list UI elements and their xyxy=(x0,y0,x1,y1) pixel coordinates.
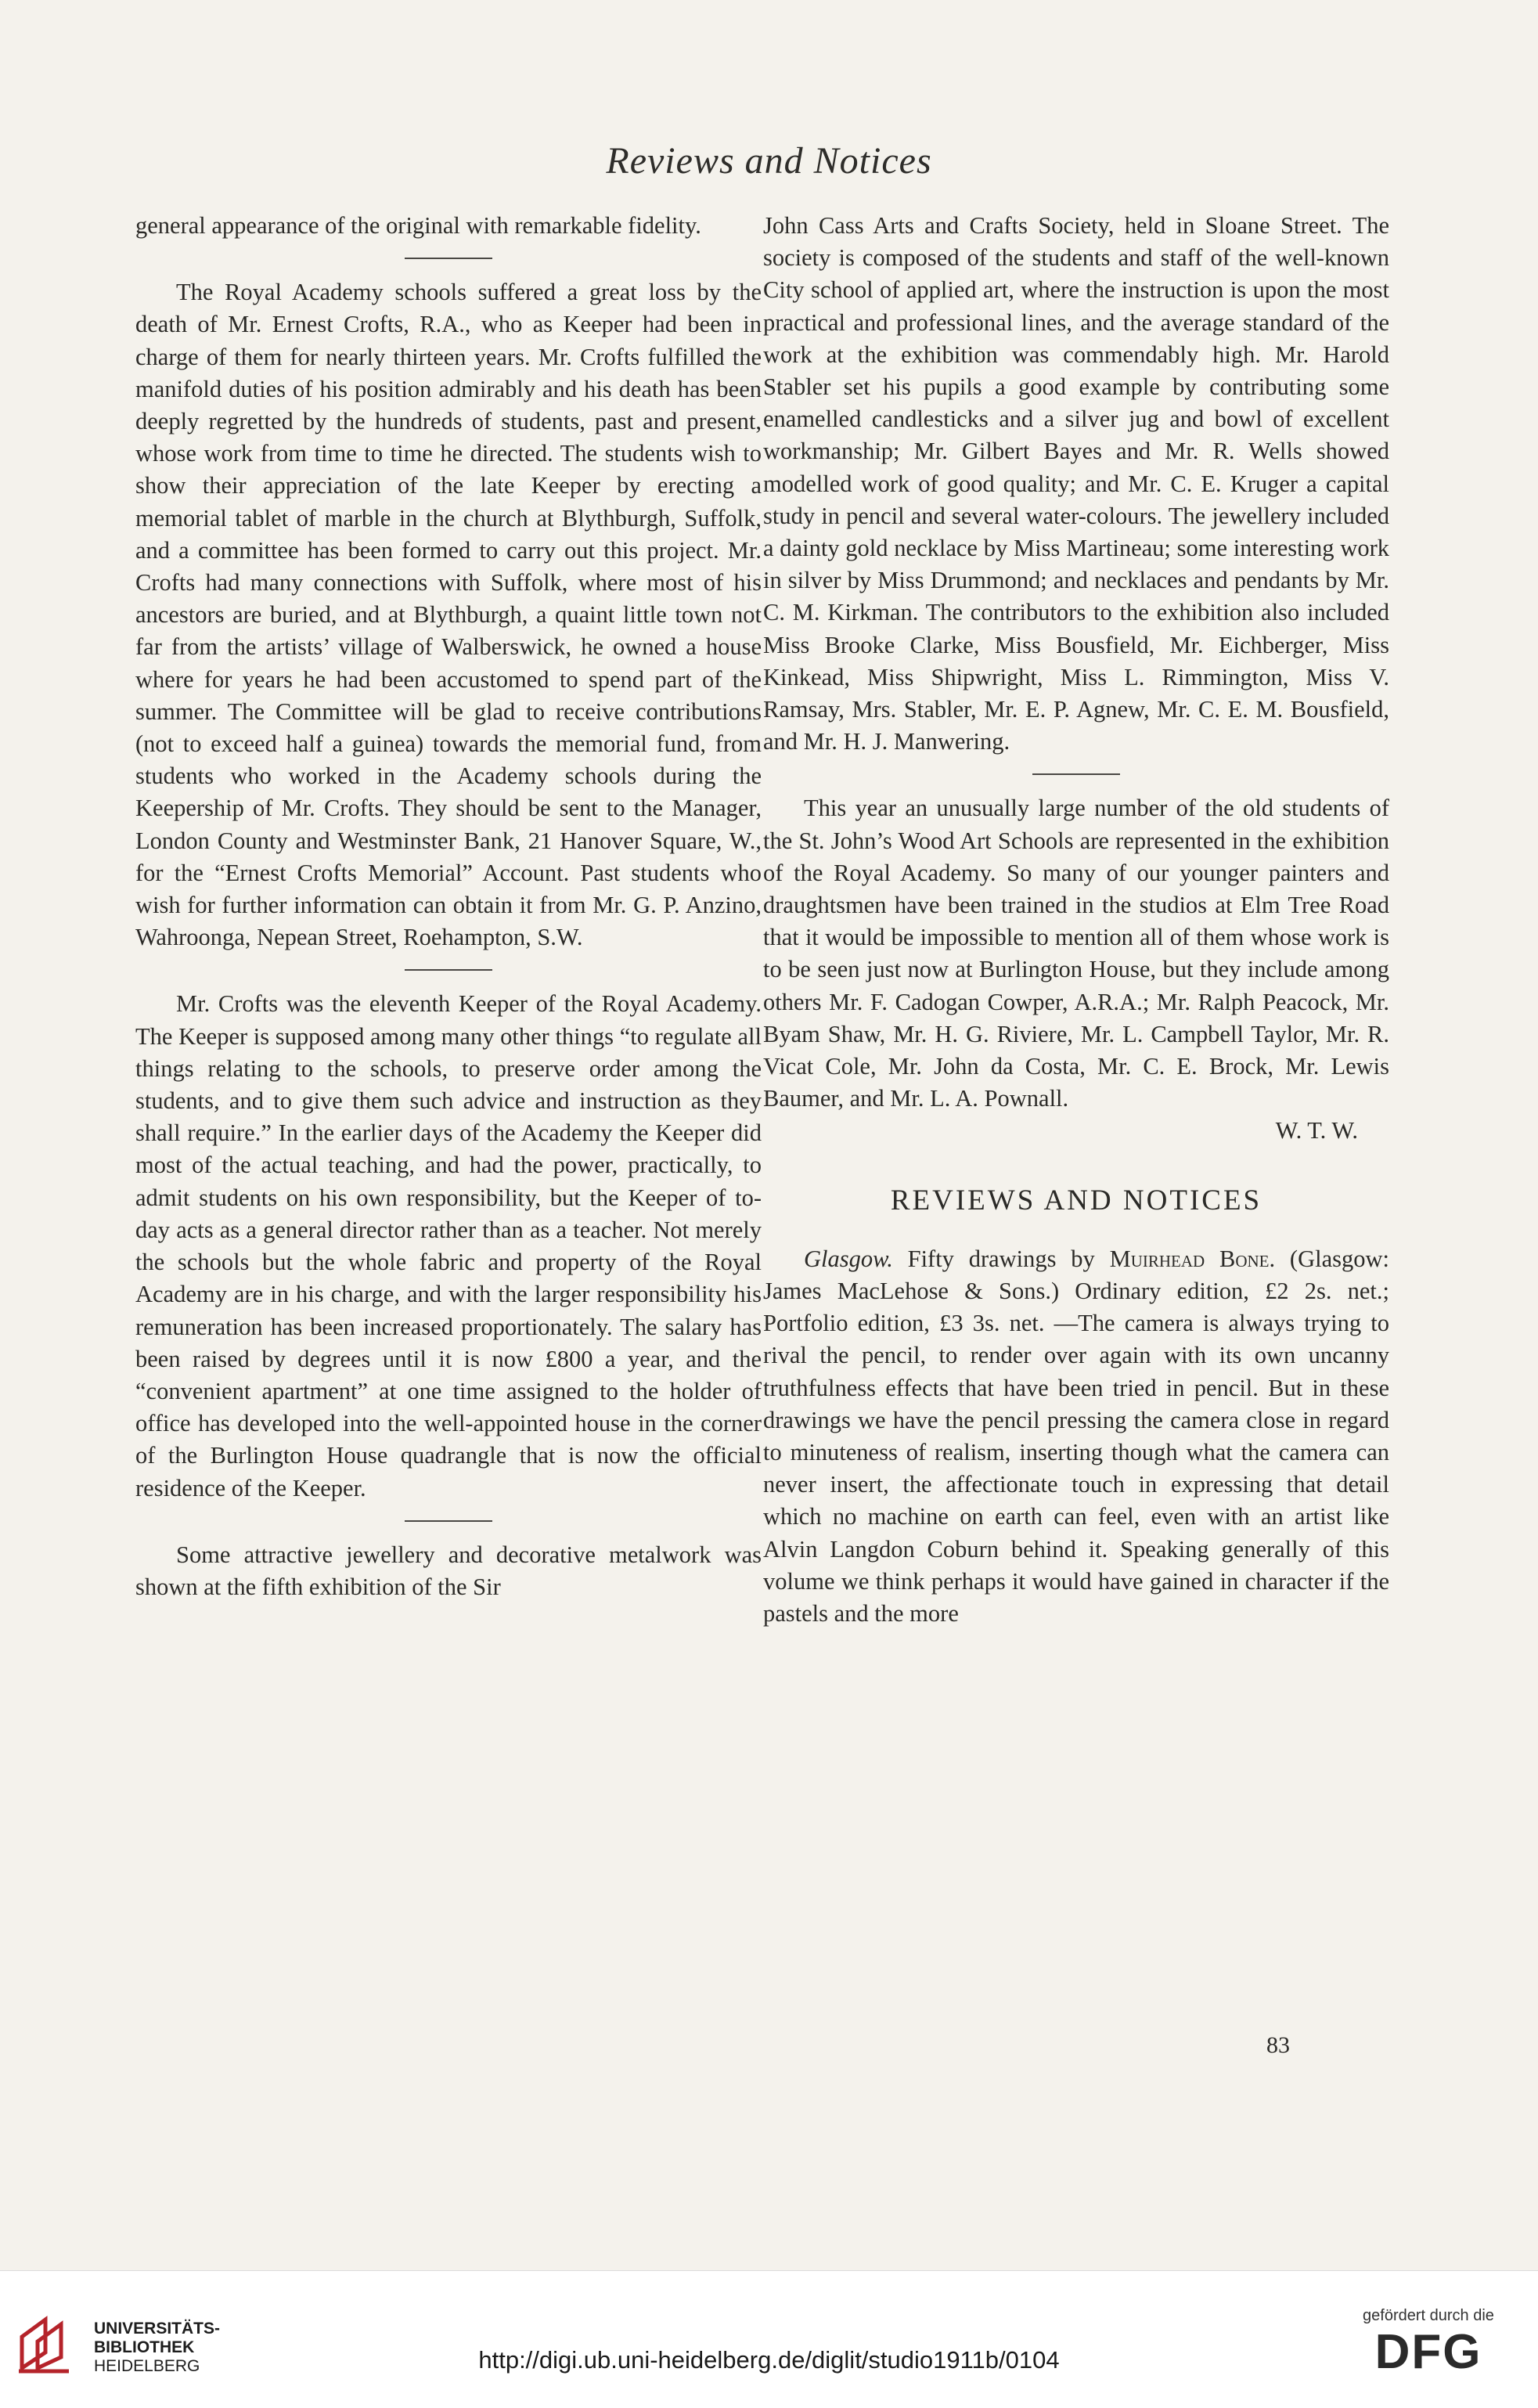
source-url-link[interactable]: http://digi.ub.uni-heidelberg.de/diglit/studio1911b/0104 xyxy=(478,2346,1060,2374)
review-author: Muirhead Bone. xyxy=(1109,1245,1276,1272)
paragraph: Mr. Crofts was the eleventh Keeper of the Royal Academy. The Keeper is supposed among many other things “to regulate all things relating to the schools, to preserve order among the students, and to give them such advice and instruction as they shall require.” In the earlier days of the Academy the Keeper did most of the actual teaching, and had the power, practically, to admit students on his own responsibility, but the Keeper of to-day acts as a general director rather than as a teacher. Not merely the schools but the whole fabric and property of the Royal Academy are in his charge, and with the larger responsibility his remuneration has been increased proportionately. The salary has been raised by degrees until it is now £800 a year, and the “convenient apartment” at one time assigned to the holder of office has developed into the well-appointed house in the corner of the Burlington House quadrangle that is now the official residence of the Keeper. xyxy=(135,990,762,1501)
funding-credit xyxy=(1342,2307,1515,2380)
library-name-line: BIBLIOTHEK xyxy=(94,2338,195,2356)
review-title: Glasgow. xyxy=(804,1245,893,1272)
paragraph: general appearance of the original with remarkable fidelity. xyxy=(135,212,701,239)
review-paragraph xyxy=(763,1243,1389,1630)
section-rule xyxy=(405,969,492,971)
review-text: (Glasgow: James MacLehose & Sons.) Ordinary edition, £2 2s. net.; Portfolio edition, £3 3s. net. —The camera is always trying to rival the pencil, to render over again with its own uncanny truthfulness effects that have been tried in pencil. But in these drawings we have the pencil pressing the camera close in regard to minuteness of realism, inserting though what the camera can never insert, the affectionate touch in expressing that detail which no machine on earth can feel, even with an artist like Alvin Langdon Coburn behind it. Speaking generally of this volume we think perhaps it would have gained in character if the pastels and the more xyxy=(763,1245,1389,1627)
library-name-line: UNIVERSITÄTS- xyxy=(94,2320,221,2338)
page-number: 83 xyxy=(1266,2032,1290,2058)
section-heading: REVIEWS AND NOTICES xyxy=(890,1184,1262,1217)
dfg-logo: DFG xyxy=(1374,2325,1482,2379)
right-column xyxy=(763,210,1389,1630)
digitization-footer xyxy=(0,2270,1538,2408)
author-signature: W. T. W. xyxy=(1275,1117,1358,1145)
paragraph: This year an unusually large number of the old students of the St. John’s Wood Art Schools are represented in the exhibition of the Royal Academy. So many of our younger painters and draughtsmen have been trained in the studios at Elm Tree Road that it would be impossible to mention all of them whose work is to be seen just now at Burlington House, but they include among others Mr. F. Cadogan Cowper, A.R.A.; Mr. Ralph Peacock, Mr. Byam Shaw, Mr. H. G. Riviere, Mr. L. Campbell Taylor, Mr. R. Vicat Cole, Mr. John da Costa, Mr. C. E. Brock, Mr. Lewis Baumer, and Mr. L. A. Pownall. xyxy=(763,795,1389,1112)
section-rule xyxy=(1032,773,1120,775)
section-rule xyxy=(405,258,492,259)
review-text: Fifty drawings by xyxy=(892,1245,1110,1272)
paragraph: Some attractive jewellery and decorative metalwork was shown at the fifth exhibition of the Sir xyxy=(135,1541,762,1600)
funding-label: gefördert durch die xyxy=(1363,2307,1494,2324)
library-name-line: HEIDELBERG xyxy=(94,2357,200,2375)
section-rule xyxy=(405,1520,492,1522)
paragraph: John Cass Arts and Crafts Society, held in Sloane Street. The society is composed of the students and staff of the well-known City school of applied art, where the instruction is upon the most practical and professional lines, and the average standard of the work at the exhibition was commendably high. Mr. Harold Stabler set his pupils a good example by contributing some enamelled candlesticks and a silver jug and bowl of excellent workmanship; Mr. Gilbert Bayes and Mr. R. Wells showed modelled work of good quality; and Mr. C. E. Kruger a capital study in pencil and several water-colours. The jewellery included a dainty gold necklace by Miss Martineau; some interesting work in silver by Miss Drummond; and necklaces and pendants by Mr. C. M. Kirkman. The contributors to the exhibition also included Miss Brooke Clarke, Miss Bousfield, Mr. Eichberger, Miss Kinkead, Miss Shipwright, Miss L. Rimmington, Miss V. Ramsay, Mrs. Stabler, Mr. E. P. Agnew, Mr. C. E. M. Bousfield, and Mr. H. J. Manwering. xyxy=(763,212,1389,755)
running-head: Reviews and Notices xyxy=(606,140,932,182)
paragraph: The Royal Academy schools suffered a great loss by the death of Mr. Ernest Crofts, R.A., who as Keeper had been in charge of them for nearly thirteen years. Mr. Crofts fulfilled the manifold duties of his position admirably and his death has been deeply regretted by the hundreds of students, past and present, whose work from time to time he directed. The students wish to show their appreciation of the late Keeper by erecting a memorial tablet of marble in the church at Blythburgh, Suffolk, and a committee has been formed to carry out this project. Mr. Crofts had many connections with Suffolk, where most of his ancestors are buried, and at Blythburgh, a quaint little town not far from the artists’ village of Walberswick, he owned a house where for years he had been accustomed to spend part of the summer. The Committee will be glad to receive contributions (not to exceed half a guinea) towards the memorial fund, from students who worked in the Academy schools during the Keepership of Mr. Crofts. They should be sent to the Manager, London County and Westminster Bank, 21 Hanover Square, W., for the “Ernest Crofts Memorial” Account. Past students who wish for further information can obtain it from Mr. G. P. Anzino, Wahroonga, Nepean Street, Roehampton, S.W. xyxy=(135,279,762,951)
left-column xyxy=(135,210,762,1603)
